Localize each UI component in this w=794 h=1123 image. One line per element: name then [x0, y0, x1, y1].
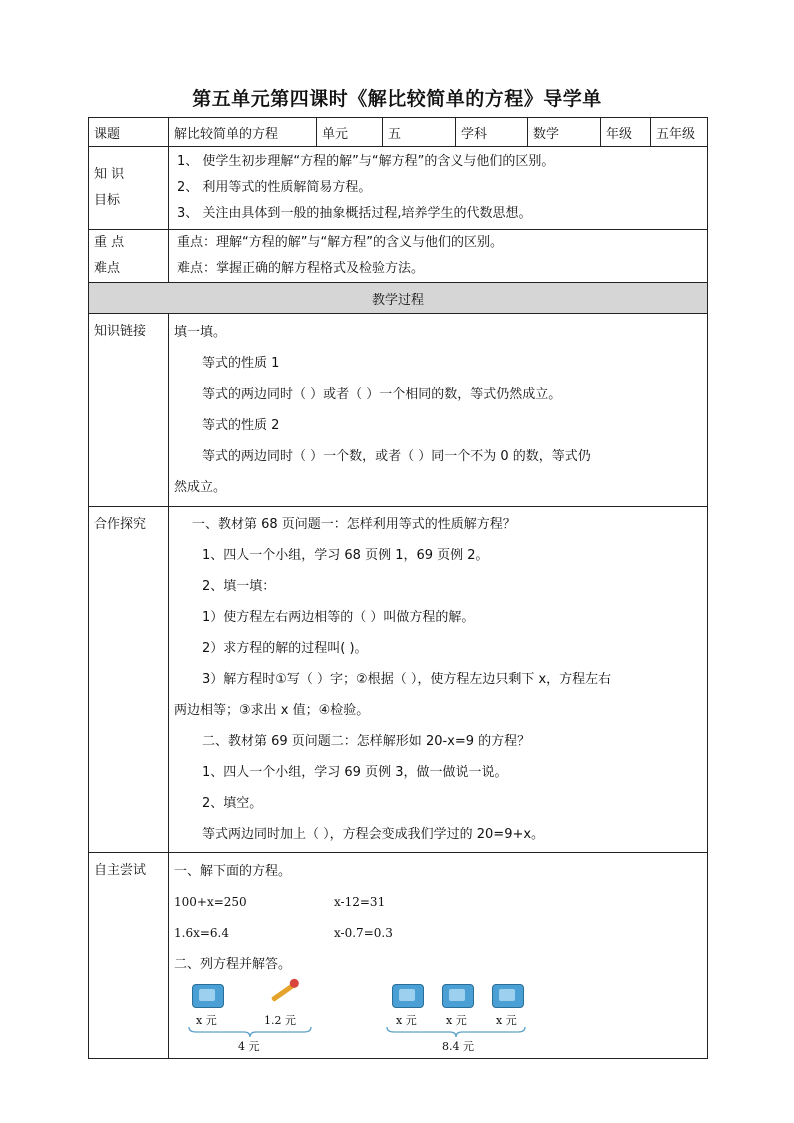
- self-try-content: [169, 853, 708, 1059]
- bag-price-label: x 元: [446, 1014, 467, 1027]
- brace-icon: [188, 1026, 312, 1038]
- schoolbag-icon: [442, 984, 474, 1008]
- knowledge-line: 等式的性质 1: [202, 356, 280, 371]
- figure1-total: 4 元: [238, 1040, 260, 1053]
- goal-item: 2、 利用等式的性质解简易方程。: [177, 180, 372, 195]
- key-points-label-1: 重 点: [94, 235, 125, 250]
- document-title: 第五单元第四课时《解比较简单的方程》导学单: [192, 88, 602, 110]
- grade-value: 五年级: [651, 118, 708, 147]
- knowledge-line: 填一填。: [174, 325, 227, 340]
- key-point-item: 难点：掌握正确的解方程格式及检验方法。: [177, 261, 425, 276]
- knowledge-link-row: [89, 314, 708, 507]
- bag-price-label: x 元: [196, 1014, 217, 1027]
- cooperation-line: 两边相等；③求出 x 值；④检验。: [174, 703, 370, 718]
- equation: 1.6x=6.4: [174, 926, 229, 940]
- schoolbag-icon: [392, 984, 424, 1008]
- knowledge-line: 然成立。: [174, 480, 227, 495]
- key-points-content: [169, 230, 708, 283]
- problem-figures: [174, 980, 702, 1058]
- key-points-row: [89, 230, 708, 283]
- goal-item: 1、 使学生初步理解“方程的解”与“解方程”的含义与他们的区别。: [177, 154, 555, 169]
- cooperation-line: 1、四人一个小组，学习 68 页例 1，69 页例 2。: [202, 548, 489, 563]
- pencil-icon: [271, 983, 295, 1002]
- cooperation-line: 3）解方程时①写（ ）字；②根据（ ），使方程左边只剩下 x，方程左右: [202, 672, 612, 687]
- knowledge-line: 等式的两边同时（ ）一个数，或者（ ）同一个不为 0 的数，等式仍: [202, 449, 591, 464]
- schoolbag-icon: [192, 984, 224, 1008]
- goals-label-2: 目标: [94, 193, 121, 208]
- cooperation-label: 合作探究: [89, 507, 169, 853]
- equation-row: [174, 918, 702, 949]
- cooperation-row: [89, 507, 708, 853]
- goal-item: 3、 关注由具体到一般的抽象概括过程,培养学生的代数思想。: [177, 206, 532, 221]
- cooperation-line: 2、填空。: [202, 796, 263, 811]
- knowledge-link-content: [169, 314, 708, 507]
- worksheet-table: [88, 117, 708, 1059]
- cooperation-line: 二、教材第 69 页问题二：怎样解形如 20-x=9 的方程？: [202, 734, 531, 749]
- key-points-label: [89, 230, 169, 283]
- brace-icon: [386, 1026, 526, 1038]
- unit-value: 五: [383, 118, 456, 147]
- goals-content: [169, 147, 708, 230]
- equation: x-12=31: [334, 895, 386, 909]
- figure2-total: 8.4 元: [442, 1040, 474, 1053]
- part1-title: 一、解下面的方程。: [174, 864, 292, 879]
- cooperation-line: 等式两边同时加上（ ），方程会变成我们学过的 20=9+x。: [202, 827, 545, 842]
- equation: x-0.7=0.3: [334, 926, 393, 940]
- cooperation-line: 1、四人一个小组，学习 69 页例 3，做一做说一说。: [202, 765, 508, 780]
- schoolbag-icon: [492, 984, 524, 1008]
- bag-price-label: x 元: [396, 1014, 417, 1027]
- subject-value: 数学: [528, 118, 601, 147]
- header-row: [89, 118, 708, 147]
- self-try-row: [89, 853, 708, 1059]
- topic-label: 课题: [89, 118, 169, 147]
- cooperation-line: 1）使方程左右两边相等的（ ）叫做方程的解。: [202, 610, 475, 625]
- goals-label: [89, 147, 169, 230]
- unit-label: 单元: [317, 118, 383, 147]
- process-header-row: [89, 283, 708, 314]
- topic-value: 解比较简单的方程: [169, 118, 317, 147]
- cooperation-line: 2）求方程的解的过程叫( )。: [202, 641, 368, 656]
- self-try-label: 自主尝试: [89, 853, 169, 1059]
- key-points-label-2: 难点: [94, 261, 121, 276]
- equation-row: [174, 887, 702, 918]
- cooperation-content: [169, 507, 708, 853]
- pen-price-label: 1.2 元: [264, 1014, 296, 1027]
- knowledge-link-label: 知识链接: [89, 314, 169, 507]
- key-point-item: 重点：理解“方程的解”与“解方程”的含义与他们的区别。: [177, 235, 503, 250]
- subject-label: 学科: [456, 118, 528, 147]
- part2-title: 二、列方程并解答。: [174, 957, 292, 972]
- goals-label-1: 知 识: [94, 167, 125, 182]
- grade-label: 年级: [601, 118, 651, 147]
- cooperation-line: 一、教材第 68 页问题一：怎样利用等式的性质解方程？: [192, 517, 516, 532]
- cooperation-line: 2、填一填：: [202, 579, 276, 594]
- knowledge-line: 等式的两边同时（ ）或者（ ）一个相同的数，等式仍然成立。: [202, 387, 562, 402]
- goals-row: [89, 147, 708, 230]
- bag-price-label: x 元: [496, 1014, 517, 1027]
- equation: 100+x=250: [174, 895, 247, 909]
- process-header: 教学过程: [89, 283, 708, 314]
- knowledge-line: 等式的性质 2: [202, 418, 280, 433]
